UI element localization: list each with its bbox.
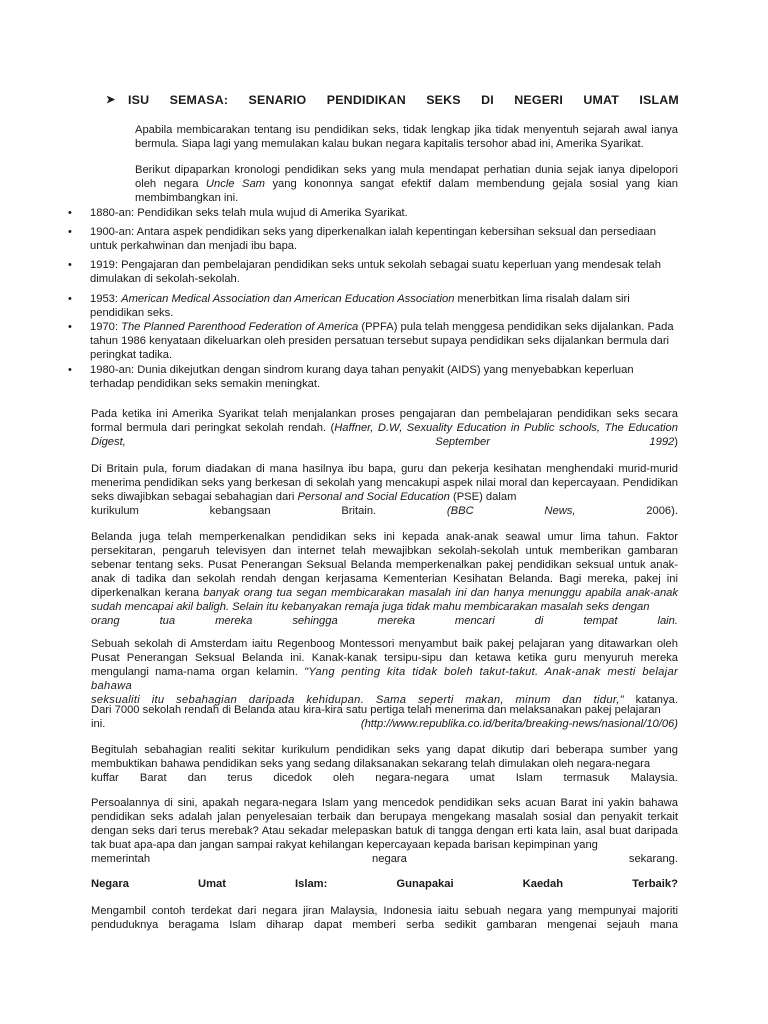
word: Gunapakai — [396, 878, 454, 890]
word: mereka — [377, 615, 415, 627]
paragraph-amsterdam-text: Sebuah sekolah di Amsterdam iaitu Regenboog Montessori menyambut baik pakej pelajaran yang ditawarkan oleh Pusat Penerangan Seksual Belanda ini. Kanak-kanak tersipu-sipu dan ketawa ketika guru menyuruh mereka mengulangi nama-nama organ kelamin. "Yang penting kita tidak boleh takut-takut. Anak-anak mesti belajar bahawa — [91, 638, 678, 692]
paragraph-begitulah — [91, 743, 678, 785]
paragraph-amerika — [91, 407, 678, 449]
timeline-item-text: 1880-an: Pendidikan seks telah mula wujud di Amerika Syarikat. — [90, 207, 408, 219]
word: 2006). — [646, 505, 678, 517]
word: orang — [91, 615, 120, 627]
word: tidur," — [593, 694, 624, 706]
timeline-item-text: 1953: American Medical Association dan American Education Association menerbitkan lima risalah dalam siri pendidikan seks. — [90, 293, 630, 319]
paragraph-britain — [91, 462, 678, 518]
word: Islam — [515, 772, 543, 784]
bullet-icon: • — [68, 226, 72, 238]
word: sekarang. — [628, 853, 678, 865]
word: sebahagian — [176, 694, 237, 706]
paragraph-begitulah-text: Begitulah sebahagian realiti sekitar kurikulum pendidikan seks yang dapat dikutip dari beberapa sumber yang membuktikan bahawa pendidikan seks yang sedang dilaksanakan sekarang telah dimulakan oleh negara-negara — [91, 744, 678, 770]
word: kuffar — [91, 772, 119, 784]
paragraph-7000 — [91, 703, 678, 731]
word: terus — [227, 772, 253, 784]
timeline-item — [68, 320, 680, 362]
heading-word: SENARIO — [248, 93, 307, 107]
word: Terbaik? — [632, 878, 678, 890]
bullet-icon: • — [68, 321, 72, 333]
word: lain. — [657, 615, 678, 627]
paragraph-britain-last-line — [91, 504, 678, 518]
word: Islam: — [295, 878, 328, 890]
word: sehingga — [292, 615, 338, 627]
paragraph-amsterdam — [91, 637, 678, 707]
paragraph-amerika-last-line: September 1992) — [435, 436, 678, 448]
word: Barat — [139, 772, 167, 784]
word: Kaedah — [522, 878, 564, 890]
paragraph-belanda — [91, 530, 678, 628]
paragraph-persoalan-text: Persoalannya di sini, apakah negara-negara Islam yang mencedok pendidikan seks acuan Barat ini yakin bahawa pendidikan seks adalah jalan penyelesaian terbaik dan berupaya mengekang masalah sosial dan penyakit terkait dengan seks dari terus merebak? Atau sekadar melepaskan batuk di tangga dengan erti kata lain, asal buat daripada tak buat apa-apa dan jangan sampai rakyat kehilangan kepercayaan kepada barisan kepimpinan yang — [91, 797, 678, 851]
paragraph-britain-text: Di Britain pula, forum diadakan di mana hasilnya ibu bapa, guru dan pekerja kesihatan menghendaki murid-murid menerima pendidikan seks yang berkesan di sekolah yang mencakupi aspek nilai moral dan kepercayaan. Pendidikan seks diwajibkan sebagai sebahagian dari Personal and Social Education (PSE) dalam — [91, 463, 678, 503]
word: memerintah — [91, 853, 151, 865]
timeline-item-text: 1900-an: Antara aspek pendidikan seks yang diperkenalkan ialah kepentingan kebersihan seksual dan persediaan untuk perkahwinan dan menjadi ibu bapa. — [90, 226, 656, 252]
heading-word: SEKS — [426, 93, 461, 107]
word: tempat — [583, 615, 618, 627]
word: termasuk — [563, 772, 610, 784]
word: Malaysia. — [630, 772, 678, 784]
paragraph-persoalan — [91, 796, 678, 866]
word: negara — [372, 853, 407, 865]
word: Sama — [375, 694, 407, 706]
word: seperti — [417, 694, 454, 706]
word: kehidupan. — [306, 694, 365, 706]
intro-paragraph-2 — [135, 163, 678, 205]
word: mencari — [454, 615, 495, 627]
bullet-icon: • — [68, 293, 72, 305]
paragraph-7000-last-line: ini. (http://www.republika.co.id/berita/breaking-news/nasional/10/06) — [91, 718, 678, 730]
timeline-item — [68, 225, 680, 253]
word: katanya. — [635, 694, 678, 706]
heading-word: PENDIDIKAN — [326, 93, 406, 107]
word: tua — [159, 615, 176, 627]
bullet-icon: • — [68, 207, 72, 219]
heading-word: ISLAM — [639, 93, 679, 107]
timeline-item-text: 1919: Pengajaran dan pembelajaran pendidikan seks untuk sekolah sebagai suatu keperluan yang mendesak telah dimulakan di sekolah-sekolah. — [90, 259, 661, 285]
timeline-item-text: 1980-an: Dunia dikejutkan dengan sindrom kurang daya tahan penyakit (AIDS) yang menyebabkan keperluan terhadap pendidikan seks semakin meningkat. — [90, 364, 634, 390]
word: makan, — [465, 694, 504, 706]
word: dan — [562, 694, 582, 706]
heading-word: SEMASA: — [169, 93, 229, 107]
timeline-item — [68, 206, 680, 220]
paragraph-mengambil-line-2: penduduknya beragama Islam diharap dapat memberi serba sedikit gambaran mengenai sejauh mana — [91, 919, 678, 931]
paragraph-7000-text: Dari 7000 sekolah rendah di Belanda atau kira-kira satu pertiga telah menerima dan melaksanakan pakej pelajaran — [91, 704, 661, 716]
intro-text-2: Berikut dipaparkan kronologi pendidikan seks yang mula mendapat perhatian dunia sejak ianya dipelopori oleh negara Uncle Sam yang kononnya sangat efektif dalam membendung gejala sosial yang kian membimbangkan ini. — [135, 164, 678, 204]
heading-word: DI — [481, 93, 494, 107]
paragraph-begitulah-last-line — [91, 771, 678, 785]
heading-word: NEGERI — [514, 93, 563, 107]
bullet-icon: • — [68, 364, 72, 376]
word: daripada — [248, 694, 295, 706]
word: dan — [187, 772, 207, 784]
word: di — [534, 615, 544, 627]
intro-paragraph-1 — [135, 123, 678, 151]
word: minum — [515, 694, 551, 706]
word: negara-negara — [375, 772, 449, 784]
source-link[interactable]: (http://www.republika.co.id/berita/breaking-news/nasional/10/06) — [360, 718, 678, 730]
timeline-item — [68, 292, 680, 320]
paragraph-belanda-text: Belanda juga telah memperkenalkan pendidikan seks ini kepada anak-anak seawal umur lima tahun. Faktor persekitaran, pengaruh televisyen dan internet telah mewajibkan sekolah-sekolah untuk memberikan gambaran sebenar tentang seks. Pusat Penerangan Seksual Belanda memperkenalkan pakej pendidikan seksual untuk anak-anak di tadika dan sekolah rendah dengan kerjasama Kementerian Kesihatan Belanda. Bagi mereka, pakej ini diperkenalkan kerana banyak orang tua segan membicarakan masalah ini dan hanya menunggu apabila anak-anak sudah mencapai akil baligh. Selain itu kebanyakan remaja juga tidak mahu membicarakan masalah seks dengan — [91, 531, 679, 613]
paragraph-mengambil — [91, 904, 678, 932]
word: mereka — [215, 615, 253, 627]
word: oleh — [333, 772, 355, 784]
word: umat — [469, 772, 495, 784]
word: (BBC — [446, 505, 474, 517]
word: seksualiti — [91, 694, 141, 706]
bullet-icon: • — [68, 259, 72, 271]
word: kurikulum — [91, 505, 139, 517]
chevron-right-icon: ➤ — [106, 94, 116, 106]
word: dicedok — [273, 772, 312, 784]
timeline-item — [68, 363, 680, 391]
word: Umat — [197, 878, 226, 890]
word: kebangsaan — [209, 505, 271, 517]
word: Negara — [91, 878, 129, 890]
paragraph-persoalan-last-line — [91, 852, 678, 866]
timeline-item — [68, 258, 680, 286]
timeline-item-text: 1970: The Planned Parenthood Federation of America (PPFA) pula telah menggesa pendidikan seks dijalankan. Pada tahun 1986 kenyataan dikeluarkan oleh presiden persatuan tersebut supaya pendidikan seks dijalankan bermula dari peringkat tadika. — [90, 321, 674, 361]
paragraph-mengambil-line-1: Mengambil contoh terdekat dari negara jiran Malaysia, Indonesia iaitu sebuah negara yang mempunyai majoriti — [91, 905, 678, 917]
word: itu — [151, 694, 165, 706]
intro-text-1: Apabila membicarakan tentang isu pendidikan seks, tidak lengkap jika tidak menyentuh sejarah awal ianya bermula. Siapa lagi yang memulakan kalau bukan negara kapitalis tersohor abad ini, Amerika Syarikat. — [135, 124, 678, 150]
paragraph-amerika-text: Pada ketika ini Amerika Syarikat telah menjalankan proses pengajaran dan pembelajaran pendidikan seks secara formal bermula dari peringkat sekolah rendah. (Haffner, D.W, Sexuality Education in Public schools, The Education Digest, — [91, 408, 678, 448]
paragraph-belanda-last-line — [91, 614, 678, 628]
heading-word: UMAT — [583, 93, 620, 107]
sub-heading — [91, 877, 678, 891]
word: Britain. — [341, 505, 377, 517]
section-heading — [106, 93, 679, 107]
heading-word: ISU — [128, 93, 150, 107]
word: News, — [544, 505, 576, 517]
